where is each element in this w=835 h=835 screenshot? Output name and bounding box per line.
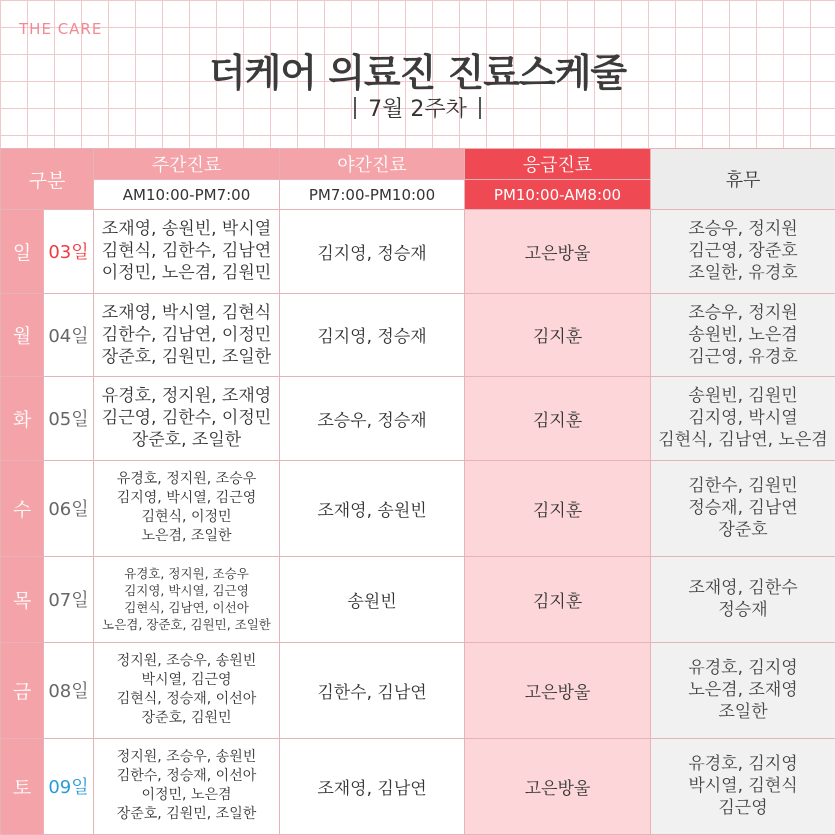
table-row	[1, 556, 835, 642]
name-line: 노은겸, 조재영	[688, 680, 798, 701]
name-line: 장준호, 조일한	[131, 430, 242, 451]
name-line: 박시열, 김현식	[688, 776, 798, 797]
day-clinic-cell	[94, 738, 280, 834]
name-line: 이정민, 노은겸	[141, 787, 232, 804]
off-cell	[651, 210, 835, 294]
table-row	[1, 460, 835, 556]
name-line: 김한수, 정승재, 이선아	[116, 768, 257, 785]
name-line: 유경호, 정지원, 조승우	[116, 471, 257, 488]
weekday-cell: 토	[1, 738, 44, 834]
emergency-clinic-cell: 김지훈	[465, 293, 651, 377]
table-row	[1, 377, 835, 461]
name-line: 조승우, 정지원	[688, 219, 798, 240]
night-clinic-cell: 김한수, 김남연	[280, 642, 465, 738]
name-line: 조재영, 박시열, 김현식	[101, 302, 272, 323]
name-line: 조재영, 김한수	[688, 578, 798, 599]
header-day-clinic: 주간진료	[94, 149, 280, 180]
name-line: 조승우, 정지원	[688, 302, 798, 323]
divider-left	[354, 97, 356, 119]
header-off: 휴무	[651, 149, 835, 210]
header-gubun: 구분	[1, 149, 94, 210]
day-clinic-cell	[94, 642, 280, 738]
date-cell: 03일	[44, 210, 94, 294]
off-cell	[651, 556, 835, 642]
emergency-clinic-cell: 고은방울	[465, 738, 651, 834]
name-line: 송원빈, 노은겸	[688, 324, 798, 345]
emergency-clinic-cell: 김지훈	[465, 556, 651, 642]
day-clinic-cell	[94, 556, 280, 642]
night-clinic-cell: 조재영, 송원빈	[280, 460, 465, 556]
week-text: 7월 2주차	[368, 97, 467, 122]
name-line: 김한수, 김원민	[688, 476, 798, 497]
day-clinic-cell	[94, 210, 280, 294]
night-clinic-cell: 조재영, 김남연	[280, 738, 465, 834]
name-line: 송원빈, 김원민	[688, 386, 798, 407]
name-line: 김근영, 유경호	[688, 346, 798, 367]
name-line: 노은겸, 조일한	[141, 528, 232, 545]
header-night-clinic: 야간진료	[280, 149, 465, 180]
name-line: 김근영, 장준호	[688, 241, 798, 262]
emergency-clinic-cell: 김지훈	[465, 460, 651, 556]
name-line: 김지영, 박시열	[688, 408, 798, 429]
date-cell: 06일	[44, 460, 94, 556]
name-line: 김근영, 김한수, 이정민	[101, 408, 272, 429]
weekday-cell: 금	[1, 642, 44, 738]
name-line: 유경호, 정지원, 조승우	[124, 566, 249, 582]
name-line: 장준호, 김원민, 조일한	[101, 346, 272, 367]
weekday-cell: 목	[1, 556, 44, 642]
name-line: 장준호, 김원민, 조일한	[116, 806, 257, 823]
name-line: 장준호	[718, 520, 768, 541]
date-cell: 07일	[44, 556, 94, 642]
name-line: 김지영, 박시열, 김근영	[116, 490, 257, 507]
name-line: 김현식, 정승재, 이선아	[116, 691, 257, 708]
emergency-clinic-cell: 고은방울	[465, 210, 651, 294]
header-day-time: AM10:00-PM7:00	[94, 180, 280, 210]
emergency-clinic-cell: 고은방울	[465, 642, 651, 738]
header-emergency-time: PM10:00-AM8:00	[465, 180, 651, 210]
page-title: 더케어 의료진 진료스케줄	[208, 51, 627, 95]
name-line: 조재영, 송원빈, 박시열	[101, 219, 272, 240]
table-row	[1, 738, 835, 834]
weekday-cell: 월	[1, 293, 44, 377]
name-line: 김현식, 이정민	[141, 509, 232, 526]
night-clinic-cell: 김지영, 정승재	[280, 293, 465, 377]
off-cell	[651, 642, 835, 738]
table-row	[1, 642, 835, 738]
schedule-body	[1, 210, 835, 835]
name-line: 노은겸, 장준호, 김원민, 조일한	[102, 617, 271, 633]
name-line: 김한수, 김남연, 이정민	[101, 324, 272, 345]
night-clinic-cell: 송원빈	[280, 556, 465, 642]
name-line: 김현식, 김남연, 노은겸	[658, 430, 828, 451]
name-line: 유경호, 김지영	[688, 658, 798, 679]
weekday-cell: 수	[1, 460, 44, 556]
brand-logo-text: THE CARE	[19, 20, 103, 38]
date-cell: 05일	[44, 377, 94, 461]
name-line: 김현식, 김한수, 김남연	[101, 241, 272, 262]
name-line: 이정민, 노은겸, 김원민	[101, 263, 272, 284]
schedule-table	[0, 148, 835, 835]
table-row	[1, 293, 835, 377]
date-cell: 09일	[44, 738, 94, 834]
name-line: 유경호, 정지원, 조재영	[101, 386, 272, 407]
name-line: 정지원, 조승우, 송원빈	[116, 653, 257, 670]
table-row	[1, 210, 835, 294]
off-cell	[651, 293, 835, 377]
night-clinic-cell: 김지영, 정승재	[280, 210, 465, 294]
date-cell: 08일	[44, 642, 94, 738]
off-cell	[651, 738, 835, 834]
name-line: 정승재	[718, 600, 768, 621]
name-line: 정승재, 김남연	[688, 498, 798, 519]
night-clinic-cell: 조승우, 정승재	[280, 377, 465, 461]
off-cell	[651, 460, 835, 556]
emergency-clinic-cell: 김지훈	[465, 377, 651, 461]
day-clinic-cell	[94, 377, 280, 461]
name-line: 김지영, 박시열, 김근영	[124, 583, 249, 599]
off-cell	[651, 377, 835, 461]
name-line: 조일한	[718, 702, 768, 723]
name-line: 정지원, 조승우, 송원빈	[116, 749, 257, 766]
name-line: 김근영	[718, 798, 768, 819]
divider-right	[479, 97, 481, 119]
day-clinic-cell	[94, 460, 280, 556]
header-night-time: PM7:00-PM10:00	[280, 180, 465, 210]
name-line: 유경호, 김지영	[688, 754, 798, 775]
date-cell: 04일	[44, 293, 94, 377]
name-line: 조일한, 유경호	[688, 263, 798, 284]
name-line: 장준호, 김원민	[141, 710, 232, 727]
name-line: 박시열, 김근영	[141, 672, 232, 689]
week-label	[0, 92, 835, 123]
day-clinic-cell	[94, 293, 280, 377]
name-line: 김현식, 김남연, 이선아	[124, 600, 249, 616]
weekday-cell: 화	[1, 377, 44, 461]
weekday-cell: 일	[1, 210, 44, 294]
header-emergency-clinic: 응급진료	[465, 149, 651, 180]
